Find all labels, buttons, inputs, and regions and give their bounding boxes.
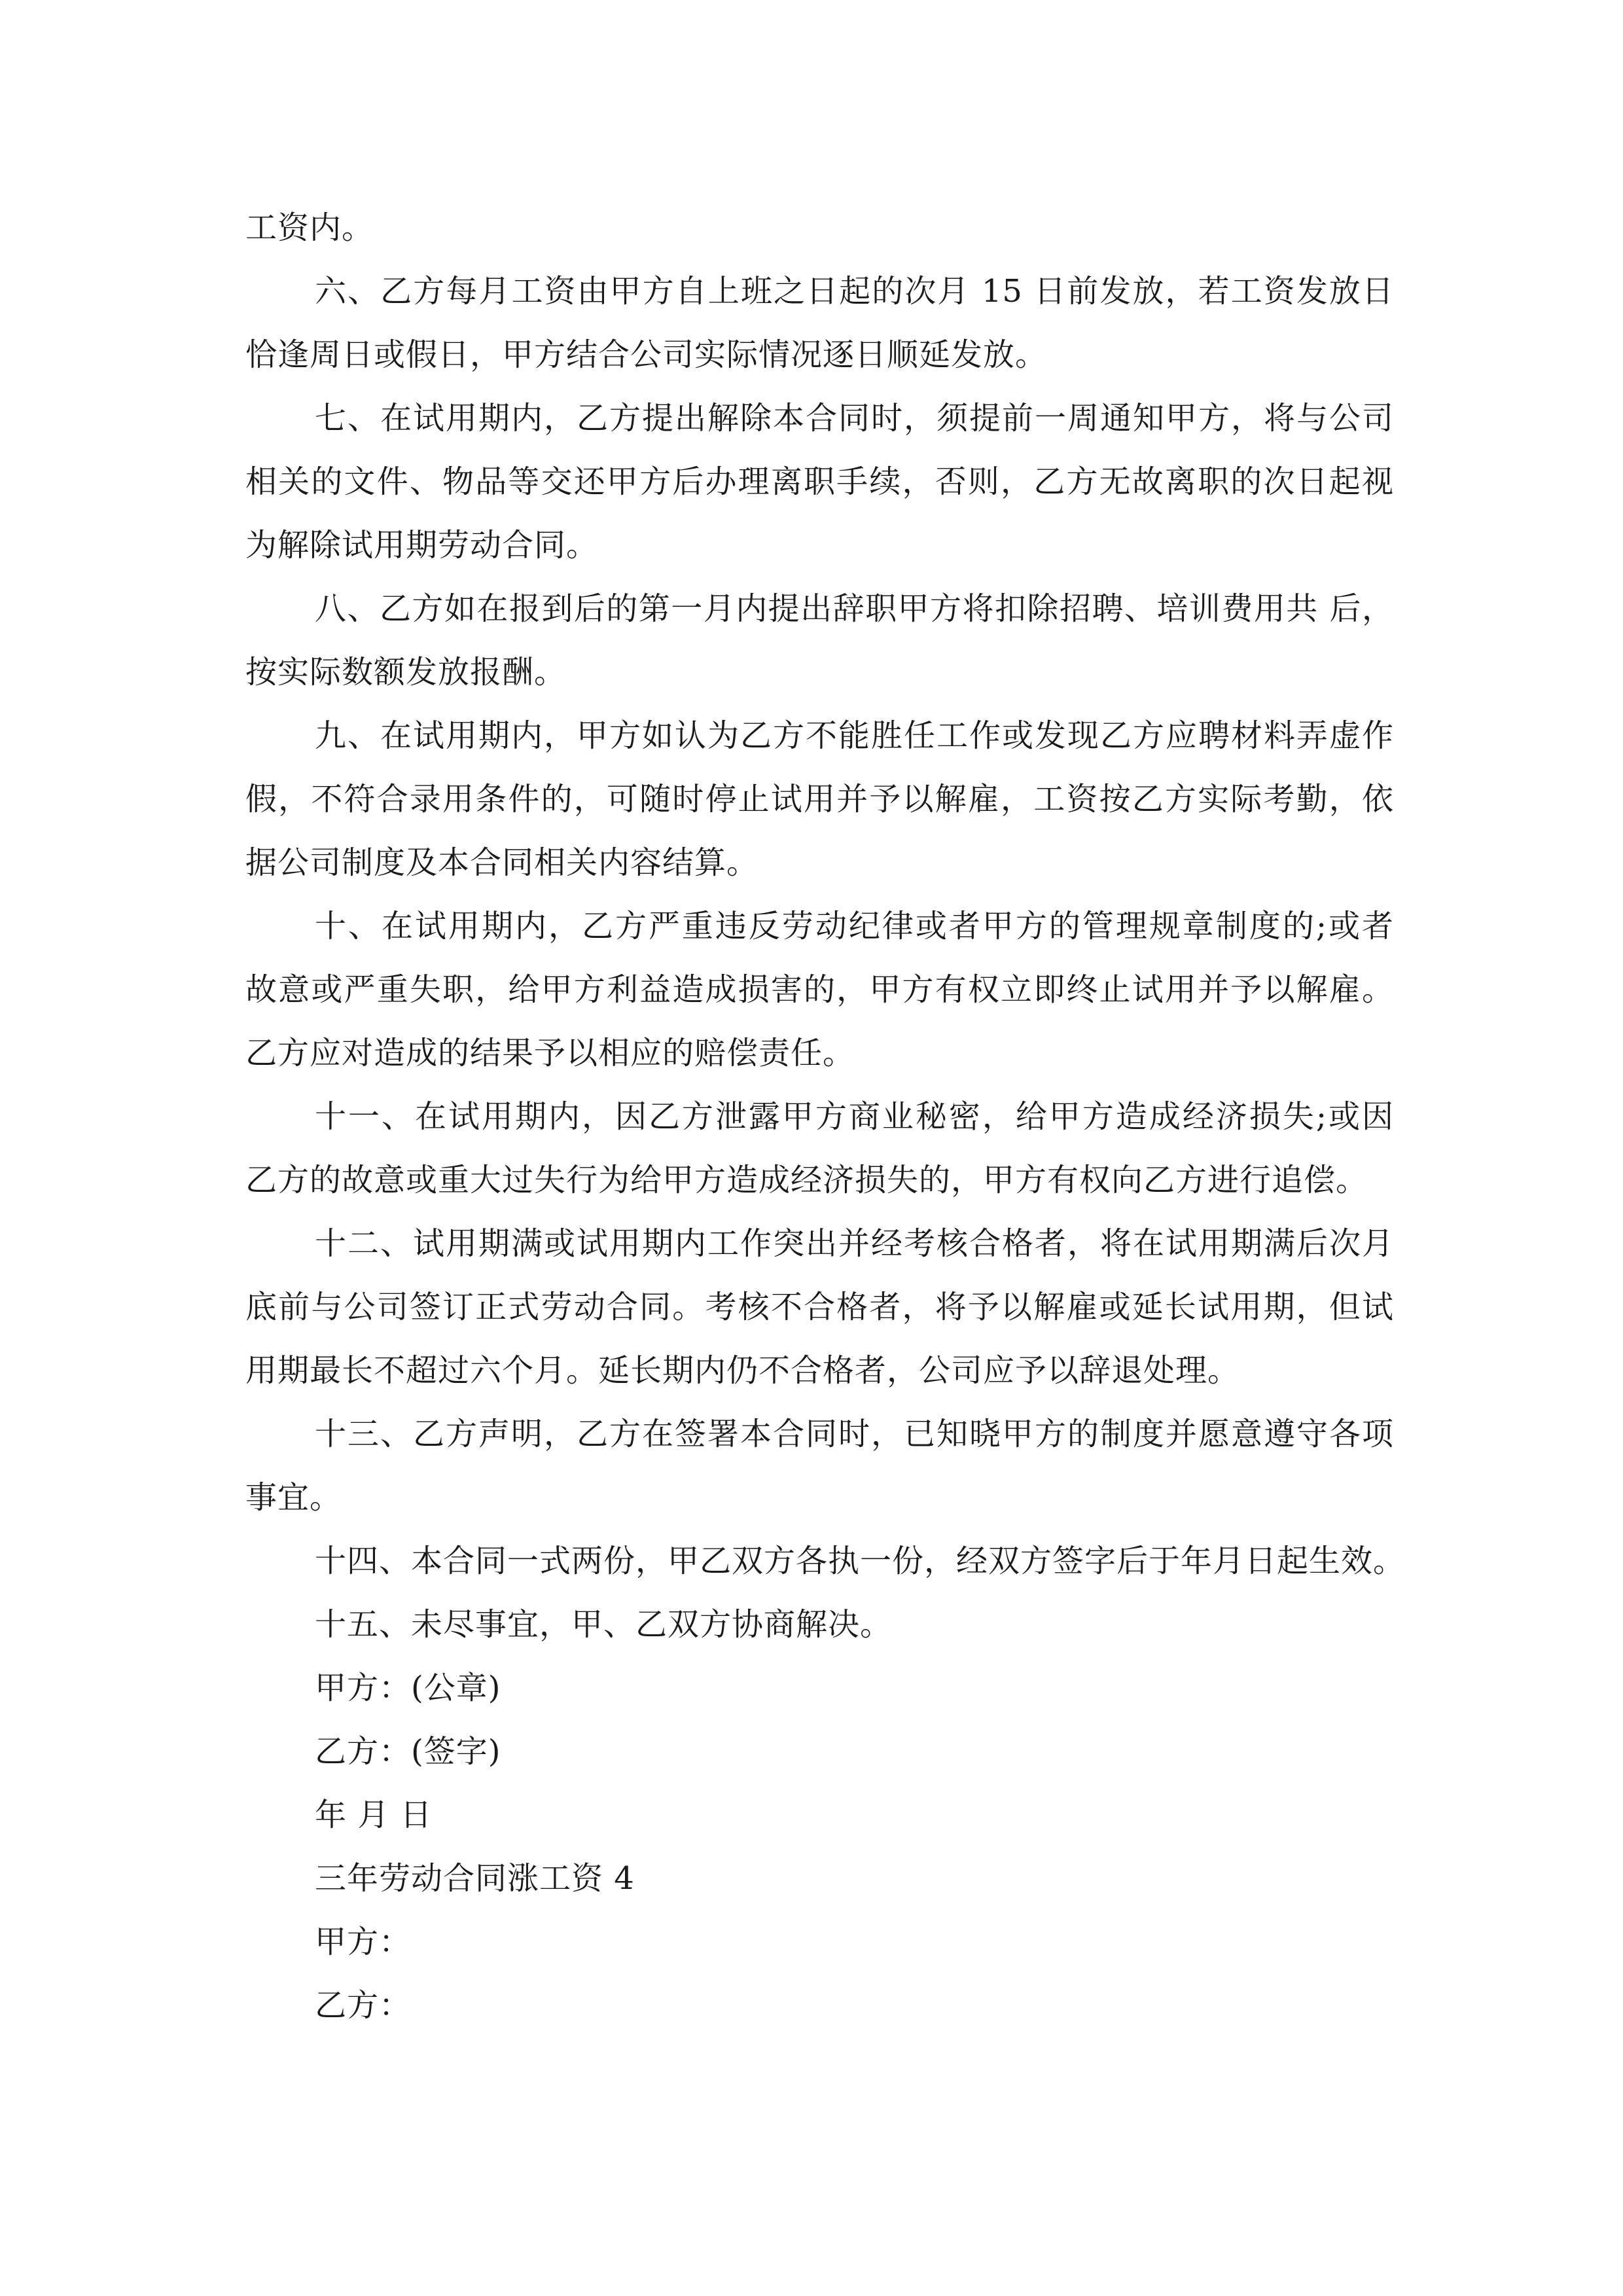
paragraph-line: 七、在试用期内，乙方提出解除本合同时，须提前一周通知甲方，将与公司 (315, 400, 1394, 437)
paragraph-line: 用期最长不超过六个月。延长期内仍不合格者，公司应予以辞退处理。 (245, 1352, 1240, 1389)
paragraph-line: 事宜。 (245, 1479, 342, 1516)
party-b-label: 乙方： (315, 1987, 412, 2024)
section-title: 三年劳动合同涨工资 4 (315, 1860, 635, 1897)
date-line: 年 月 日 (315, 1797, 433, 1833)
paragraph-line: 十二、试用期满或试用期内工作突出并经考核合格者，将在试用期满后次月 (315, 1225, 1394, 1262)
contract-paragraph-p6 (245, 260, 1394, 387)
paragraph-line: 六、乙方每月工资由甲方自上班之日起的次月 15 日前发放，若工资发放日 (315, 273, 1394, 310)
contract-paragraph-p8 (245, 577, 1394, 704)
contract-paragraph-p11 (245, 1085, 1394, 1212)
paragraph-line: 恰逢周日或假日，甲方结合公司实际情况逐日顺延发放。 (245, 336, 1048, 373)
paragraph-line: 相关的文件、物品等交还甲方后办理离职手续，否则，乙方无故离职的次日起视 (245, 463, 1394, 500)
party-a-seal: 甲方：(公章) (315, 1670, 501, 1706)
paragraph-line: 乙方的故意或重大过失行为给甲方造成经济损失的，甲方有权向乙方进行追偿。 (245, 1162, 1368, 1198)
contract-paragraph-p7 (245, 387, 1394, 577)
contract-paragraph-p14 (245, 1530, 1406, 1593)
party-a-label: 甲方： (315, 1924, 412, 1960)
paragraph-line: 据公司制度及本合同相关内容结算。 (245, 844, 759, 881)
clause-15: 十五、未尽事宜，甲、乙双方协商解决。 (315, 1606, 893, 1643)
paragraph-line: 底前与公司签订正式劳动合同。考核不合格者，将予以解雇或延长试用期，但试 (245, 1289, 1394, 1325)
paragraph-line: 十三、乙方声明，乙方在签署本合同时，已知晓甲方的制度并愿意遵守各项 (315, 1416, 1394, 1452)
contract-paragraph-p12 (245, 1212, 1394, 1403)
paragraph-line: 九、在试用期内，甲方如认为乙方不能胜任工作或发现乙方应聘材料弄虚作 (315, 717, 1394, 754)
paragraph-line: 十、在试用期内，乙方严重违反劳动纪律或者甲方的管理规章制度的;或者 (315, 908, 1394, 944)
paragraph-line: 工资内。 (245, 209, 374, 246)
contract-paragraph-p10 (245, 895, 1394, 1085)
paragraph-line: 乙方应对造成的结果予以相应的赔偿责任。 (245, 1035, 855, 1071)
paragraph-line: 八、乙方如在报到后的第一月内提出辞职甲方将扣除招聘、培训费用共 后， (315, 590, 1394, 627)
paragraph-line: 十一、在试用期内，因乙方泄露甲方商业秘密，给甲方造成经济损失;或因 (315, 1098, 1394, 1135)
paragraph-line: 故意或严重失职，给甲方利益造成损害的，甲方有权立即终止试用并予以解雇。 (245, 971, 1394, 1008)
contract-paragraph-p9 (245, 704, 1394, 895)
party-b-signature: 乙方：(签字) (315, 1733, 501, 1770)
paragraph-line: 按实际数额发放报酬。 (245, 654, 567, 691)
paragraph-line: 假，不符合录用条件的，可随时停止试用并予以解雇，工资按乙方实际考勤，依 (245, 781, 1394, 817)
paragraph-line: 为解除试用期劳动合同。 (245, 527, 599, 564)
paragraph-line: 十四、本合同一式两份，甲乙双方各执一份，经双方签字后于年月日起生效。 (315, 1543, 1406, 1579)
contract-paragraph-p5-cont (245, 196, 1394, 260)
document-body (245, 196, 1406, 2037)
contract-paragraph-p13 (245, 1403, 1394, 1530)
